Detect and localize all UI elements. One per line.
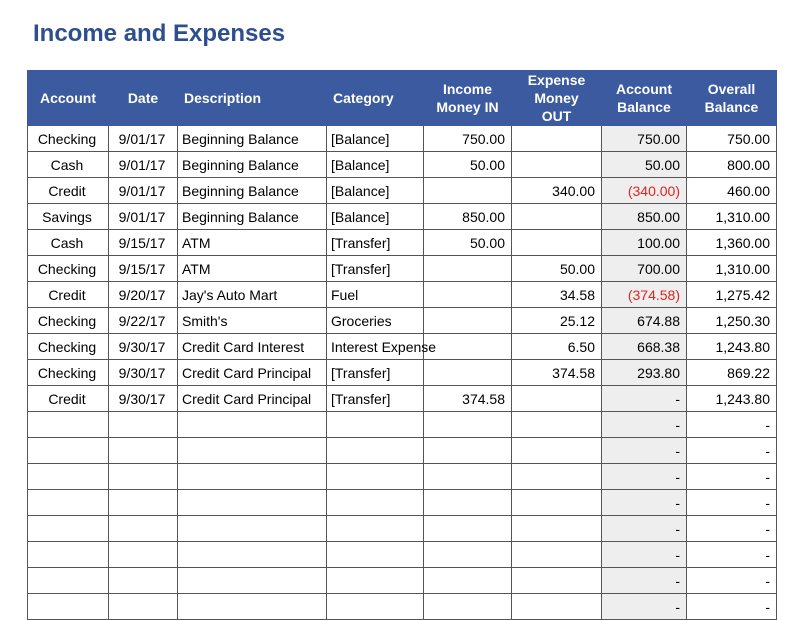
date-cell[interactable]: 9/30/17 <box>109 334 178 360</box>
expense-cell[interactable]: 50.00 <box>512 256 602 282</box>
category-cell[interactable] <box>327 464 424 490</box>
overall-balance-cell[interactable]: - <box>687 594 777 620</box>
account-balance-cell[interactable]: - <box>602 542 687 568</box>
account-balance-cell[interactable]: 850.00 <box>602 204 687 230</box>
table-row <box>28 256 777 282</box>
category-cell[interactable] <box>327 594 424 620</box>
category-cell[interactable]: Interest Expense <box>327 334 424 360</box>
overall-balance-cell[interactable]: 1,250.30 <box>687 308 777 334</box>
category-cell[interactable]: [Balance] <box>327 204 424 230</box>
account-balance-cell[interactable]: - <box>602 516 687 542</box>
header-overall-balance-line2: Balance <box>704 99 759 115</box>
date-cell[interactable] <box>109 568 178 594</box>
description-cell[interactable] <box>178 412 327 438</box>
expense-cell[interactable] <box>512 412 602 438</box>
header-overall-balance[interactable] <box>687 71 777 126</box>
expense-cell[interactable]: 6.50 <box>512 334 602 360</box>
description-cell[interactable]: ATM <box>178 256 327 282</box>
table-row <box>28 308 777 334</box>
description-cell[interactable]: Smith's <box>178 308 327 334</box>
header-date[interactable]: Date <box>109 71 178 126</box>
expense-cell[interactable] <box>512 438 602 464</box>
header-income[interactable] <box>424 71 512 126</box>
description-cell[interactable] <box>178 568 327 594</box>
table-row-empty <box>28 542 777 568</box>
header-description[interactable]: Description <box>178 71 327 126</box>
overall-balance-cell[interactable]: - <box>687 464 777 490</box>
description-cell[interactable]: Beginning Balance <box>178 152 327 178</box>
overall-balance-cell[interactable]: 869.22 <box>687 360 777 386</box>
account-cell[interactable] <box>28 412 109 438</box>
description-cell[interactable]: Jay's Auto Mart <box>178 282 327 308</box>
account-balance-cell[interactable]: (374.58) <box>602 282 687 308</box>
description-cell[interactable]: Beginning Balance <box>178 126 327 152</box>
account-balance-cell[interactable]: 668.38 <box>602 334 687 360</box>
category-cell[interactable]: [Transfer] <box>327 230 424 256</box>
description-cell[interactable] <box>178 516 327 542</box>
date-cell[interactable]: 9/20/17 <box>109 282 178 308</box>
date-cell[interactable]: 9/30/17 <box>109 360 178 386</box>
account-balance-cell[interactable]: (340.00) <box>602 178 687 204</box>
header-account-balance-line2: Balance <box>617 99 671 115</box>
table-row-empty <box>28 594 777 620</box>
expense-cell[interactable] <box>512 152 602 178</box>
date-cell[interactable]: 9/01/17 <box>109 126 178 152</box>
account-balance-cell[interactable]: - <box>602 594 687 620</box>
account-cell[interactable] <box>28 438 109 464</box>
account-cell[interactable] <box>28 516 109 542</box>
account-balance-cell[interactable]: - <box>602 464 687 490</box>
date-cell[interactable] <box>109 594 178 620</box>
income-cell[interactable] <box>424 464 512 490</box>
description-cell[interactable]: Credit Card Principal <box>178 386 327 412</box>
expense-cell[interactable] <box>512 126 602 152</box>
category-cell[interactable]: [Transfer] <box>327 386 424 412</box>
income-cell[interactable] <box>424 282 512 308</box>
income-cell[interactable] <box>424 568 512 594</box>
expense-cell[interactable]: 25.12 <box>512 308 602 334</box>
description-cell[interactable] <box>178 594 327 620</box>
description-cell[interactable]: Beginning Balance <box>178 178 327 204</box>
date-cell[interactable] <box>109 412 178 438</box>
account-cell[interactable]: Checking <box>28 334 109 360</box>
expense-cell[interactable]: 340.00 <box>512 178 602 204</box>
date-cell[interactable]: 9/01/17 <box>109 152 178 178</box>
account-balance-cell[interactable]: - <box>602 568 687 594</box>
income-cell[interactable] <box>424 438 512 464</box>
overall-balance-cell[interactable]: 460.00 <box>687 178 777 204</box>
date-cell[interactable]: 9/30/17 <box>109 386 178 412</box>
category-cell[interactable]: [Transfer] <box>327 360 424 386</box>
income-cell[interactable]: 374.58 <box>424 386 512 412</box>
account-cell[interactable]: Savings <box>28 204 109 230</box>
income-cell[interactable]: 50.00 <box>424 230 512 256</box>
overall-balance-cell[interactable]: 1,310.00 <box>687 204 777 230</box>
overall-balance-cell[interactable]: - <box>687 516 777 542</box>
income-cell[interactable]: 850.00 <box>424 204 512 230</box>
date-cell[interactable]: 9/01/17 <box>109 178 178 204</box>
expense-cell[interactable] <box>512 594 602 620</box>
income-cell[interactable] <box>424 594 512 620</box>
income-cell[interactable]: 750.00 <box>424 126 512 152</box>
income-cell[interactable]: 50.00 <box>424 152 512 178</box>
account-cell[interactable]: Credit <box>28 282 109 308</box>
overall-balance-cell[interactable]: 1,360.00 <box>687 230 777 256</box>
account-cell[interactable] <box>28 568 109 594</box>
expense-cell[interactable] <box>512 464 602 490</box>
table-header <box>28 71 777 126</box>
header-expense-line1: Expense <box>527 72 586 88</box>
table-row <box>28 230 777 256</box>
category-cell[interactable] <box>327 542 424 568</box>
account-balance-cell[interactable]: - <box>602 490 687 516</box>
category-cell[interactable]: [Balance] <box>327 126 424 152</box>
account-cell[interactable]: Cash <box>28 230 109 256</box>
header-account[interactable]: Account <box>28 71 109 126</box>
account-balance-cell[interactable]: 750.00 <box>602 126 687 152</box>
table-row-empty <box>28 490 777 516</box>
category-cell[interactable] <box>327 516 424 542</box>
income-cell[interactable] <box>424 412 512 438</box>
income-cell[interactable] <box>424 516 512 542</box>
category-cell[interactable]: Groceries <box>327 308 424 334</box>
category-cell[interactable]: [Balance] <box>327 178 424 204</box>
overall-balance-cell[interactable]: - <box>687 542 777 568</box>
table-row-empty <box>28 568 777 594</box>
account-balance-cell[interactable]: - <box>602 386 687 412</box>
date-cell[interactable] <box>109 542 178 568</box>
account-cell[interactable]: Checking <box>28 256 109 282</box>
header-expense[interactable] <box>512 71 602 126</box>
table-row <box>28 334 777 360</box>
table-row-empty <box>28 412 777 438</box>
header-income-line2: Money IN <box>436 99 499 115</box>
overall-balance-cell[interactable]: - <box>687 438 777 464</box>
account-balance-cell[interactable]: 674.88 <box>602 308 687 334</box>
description-cell[interactable] <box>178 464 327 490</box>
header-row <box>28 71 777 126</box>
category-cell[interactable] <box>327 568 424 594</box>
table-row <box>28 386 777 412</box>
income-cell[interactable] <box>424 256 512 282</box>
expense-cell[interactable] <box>512 568 602 594</box>
account-cell[interactable]: Credit <box>28 178 109 204</box>
expense-cell[interactable]: 34.58 <box>512 282 602 308</box>
date-cell[interactable]: 9/15/17 <box>109 230 178 256</box>
account-balance-cell[interactable]: 100.00 <box>602 230 687 256</box>
income-cell[interactable] <box>424 308 512 334</box>
account-cell[interactable]: Credit <box>28 386 109 412</box>
income-cell[interactable] <box>424 542 512 568</box>
account-balance-cell[interactable]: 700.00 <box>602 256 687 282</box>
page-title: Income and Expenses <box>33 20 286 47</box>
description-cell[interactable]: Credit Card Principal <box>178 360 327 386</box>
overall-balance-cell[interactable]: - <box>687 412 777 438</box>
account-cell[interactable]: Cash <box>28 152 109 178</box>
income-cell[interactable] <box>424 490 512 516</box>
expense-cell[interactable] <box>512 204 602 230</box>
category-cell[interactable]: [Transfer] <box>327 256 424 282</box>
description-cell[interactable] <box>178 542 327 568</box>
description-cell[interactable]: Beginning Balance <box>178 204 327 230</box>
income-cell[interactable] <box>424 178 512 204</box>
date-cell[interactable]: 9/15/17 <box>109 256 178 282</box>
date-cell[interactable] <box>109 490 178 516</box>
expense-cell[interactable] <box>512 542 602 568</box>
overall-balance-cell[interactable]: 1,243.80 <box>687 334 777 360</box>
account-cell[interactable] <box>28 542 109 568</box>
income-cell[interactable] <box>424 360 512 386</box>
header-account-balance[interactable] <box>602 71 687 126</box>
account-cell[interactable]: Checking <box>28 126 109 152</box>
account-cell[interactable] <box>28 490 109 516</box>
table-row <box>28 152 777 178</box>
overall-balance-cell[interactable]: - <box>687 490 777 516</box>
expense-cell[interactable] <box>512 230 602 256</box>
ledger-table <box>27 70 777 620</box>
expense-cell[interactable]: 374.58 <box>512 360 602 386</box>
header-overall-balance-line1: Overall <box>707 81 756 97</box>
overall-balance-cell[interactable]: 1,243.80 <box>687 386 777 412</box>
date-cell[interactable] <box>109 438 178 464</box>
account-balance-cell[interactable]: - <box>602 412 687 438</box>
table-row <box>28 204 777 230</box>
overall-balance-cell[interactable]: 750.00 <box>687 126 777 152</box>
table-body <box>28 126 777 620</box>
expense-cell[interactable] <box>512 490 602 516</box>
table-row <box>28 360 777 386</box>
overall-balance-cell[interactable]: - <box>687 568 777 594</box>
description-cell[interactable]: ATM <box>178 230 327 256</box>
table-row <box>28 282 777 308</box>
date-cell[interactable] <box>109 516 178 542</box>
category-cell[interactable] <box>327 412 424 438</box>
category-cell[interactable]: [Balance] <box>327 152 424 178</box>
category-cell[interactable] <box>327 438 424 464</box>
description-cell[interactable] <box>178 438 327 464</box>
description-cell[interactable] <box>178 490 327 516</box>
account-cell[interactable] <box>28 594 109 620</box>
expense-cell[interactable] <box>512 386 602 412</box>
date-cell[interactable]: 9/22/17 <box>109 308 178 334</box>
header-expense-line2: Money OUT <box>534 90 579 124</box>
income-cell[interactable] <box>424 334 512 360</box>
header-category[interactable]: Category <box>327 71 424 126</box>
table-row <box>28 126 777 152</box>
account-balance-cell[interactable]: - <box>602 438 687 464</box>
account-cell[interactable]: Checking <box>28 360 109 386</box>
account-cell[interactable]: Checking <box>28 308 109 334</box>
table-row <box>28 178 777 204</box>
category-cell[interactable]: Fuel <box>327 282 424 308</box>
account-balance-cell[interactable]: 50.00 <box>602 152 687 178</box>
date-cell[interactable]: 9/01/17 <box>109 204 178 230</box>
account-cell[interactable] <box>28 464 109 490</box>
table-row-empty <box>28 464 777 490</box>
table-row-empty <box>28 516 777 542</box>
overall-balance-cell[interactable]: 1,310.00 <box>687 256 777 282</box>
date-cell[interactable] <box>109 464 178 490</box>
description-cell[interactable]: Credit Card Interest <box>178 334 327 360</box>
header-income-line1: Income <box>442 81 492 97</box>
expense-cell[interactable] <box>512 516 602 542</box>
table-row-empty <box>28 438 777 464</box>
overall-balance-cell[interactable]: 1,275.42 <box>687 282 777 308</box>
overall-balance-cell[interactable]: 800.00 <box>687 152 777 178</box>
header-account-balance-line1: Account <box>616 81 672 97</box>
category-cell[interactable] <box>327 490 424 516</box>
account-balance-cell[interactable]: 293.80 <box>602 360 687 386</box>
